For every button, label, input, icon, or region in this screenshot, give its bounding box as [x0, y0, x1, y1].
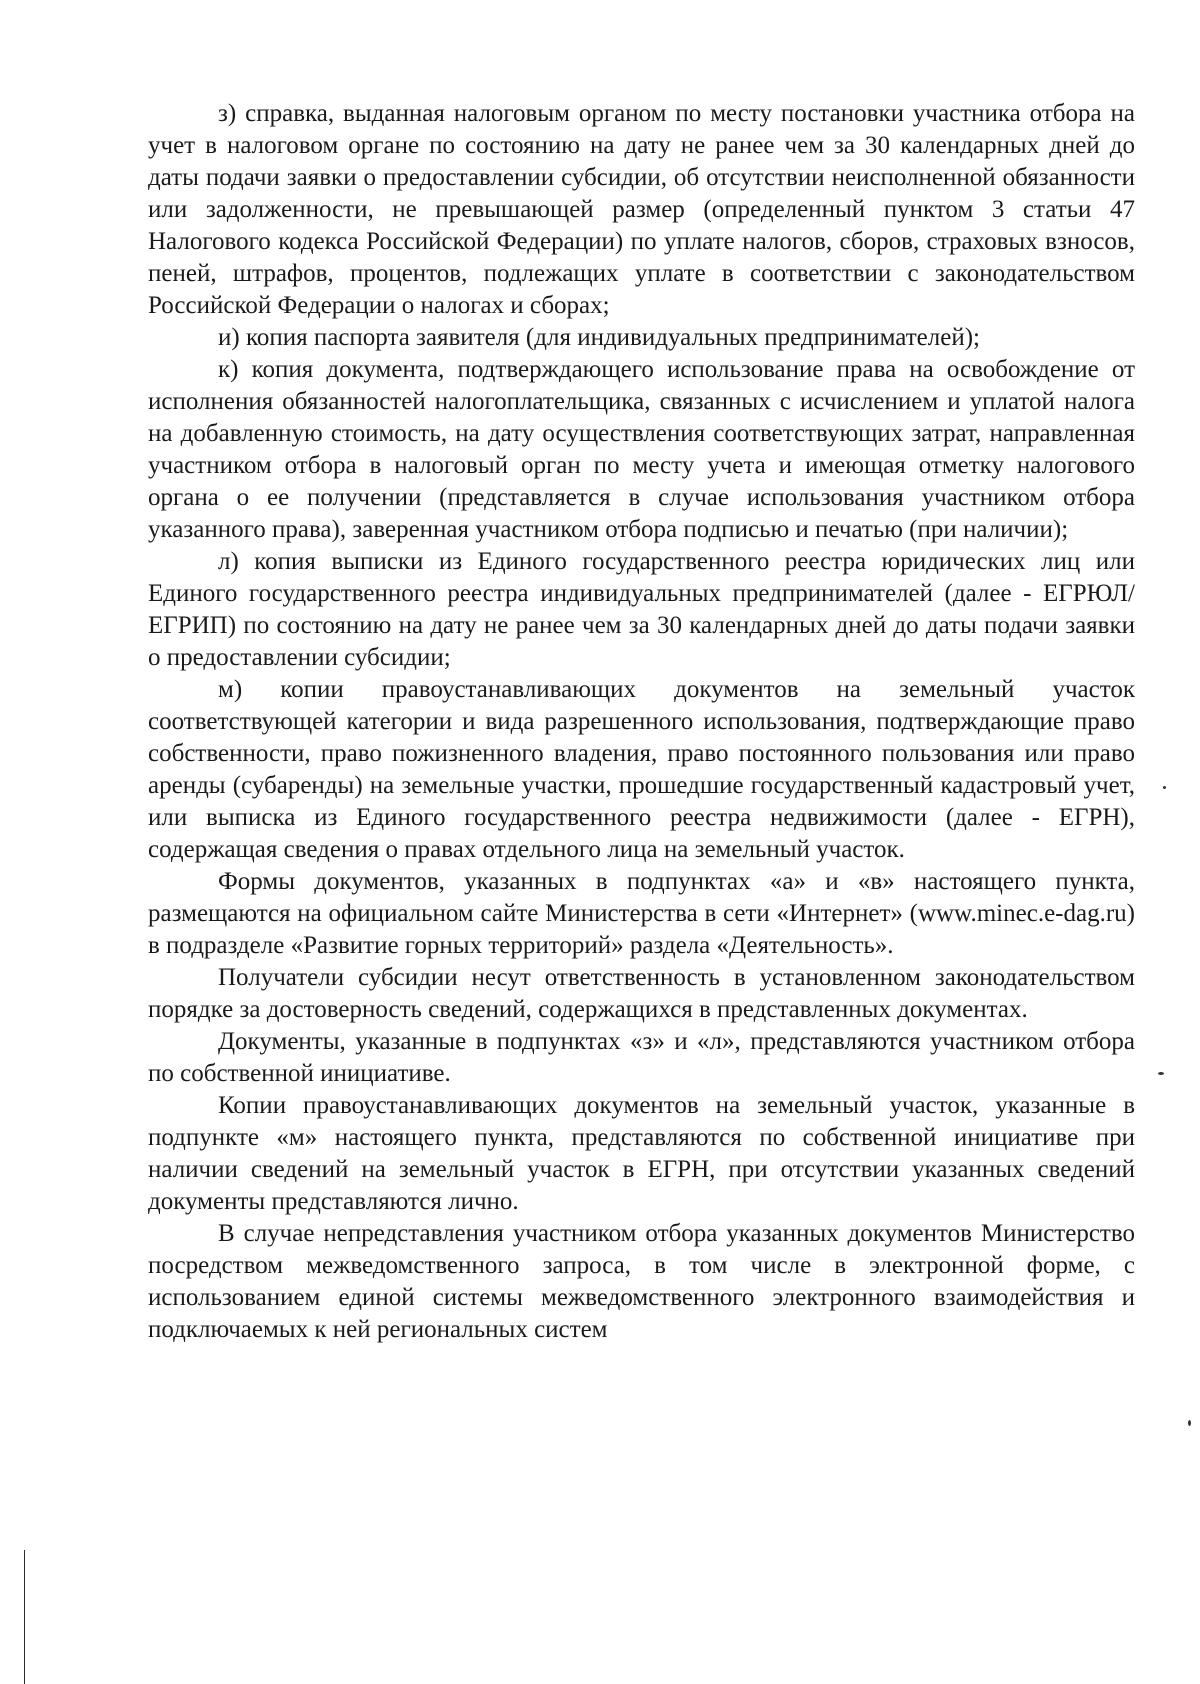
paragraph-l: л) копия выписки из Единого государственного реестра юридических лиц или Единого государственного реестра индивидуальных предпринимателей (далее - ЕГРЮЛ/ЕГРИП) по состоянию на дату не ранее чем за 30 календарных дней до даты подачи заявки о предоставлении субсидии; [148, 548, 1135, 671]
paragraph-k: к) копия документа, подтверждающего использование права на освобождение от исполнения обязанностей налогоплательщика, связанных с исчислением и уплатой налога на добавленную стоимость, на дату осуществления соответствующих затрат, направленная участником отбора в налоговый орган по месту учета и имеющая отметку налогового органа о ее получении (представляется в случае использования участником отбора указанного права), заверенная участником отбора подписью и печатью (при наличии); [148, 356, 1135, 543]
paragraph-i: и) копия паспорта заявителя (для индивидуальных предпринимателей); [218, 324, 980, 351]
paragraph-m: м) копии правоустанавливающих документов на земельный участок соответствующей категории и вида разрешенного использования, подтверждающие право собственности, право пожизненного владения, право постоянного пользования или право аренды (субаренды) на земельные участки, прошедшие государственный кадастровый учет, или выписка из Единого государственного реестра недвижимости (далее - ЕГРН), содержащая сведения о правах отдельного лица на земельный участок. [148, 676, 1135, 863]
document-body [148, 98, 1135, 1346]
paragraph-documents: Документы, указанные в подпунктах «з» и «л», представляются участником отбора по собственной инициативе. [148, 1028, 1135, 1087]
paragraph-copies: Копии правоустанавливающих документов на земельный участок, указанные в подпункте «м» настоящего пункта, представляются по собственной инициативе при наличии сведений на земельный участок в ЕГРН, при отсутствии указанных сведений документы представляются лично. [148, 1092, 1135, 1215]
paragraph-nonsubmission: В случае непредставления участником отбора указанных документов Министерство посредством межведомственного запроса, в том числе в электронной форме, с использованием единой системы межведомственного электронного взаимодействия и подключаемых к ней региональных систем [148, 1220, 1135, 1343]
paragraph-z: з) справка, выданная налоговым органом по месту постановки участника отбора на учет в налоговом органе по состоянию на дату не ранее чем за 30 календарных дней до даты подачи заявки о предоставлении субсидии, об отсутствии неисполненной обязанности или задолженности, не превышающей размер (определенный пунктом 3 статьи 47 Налогового кодекса Российской Федерации) по уплате налогов, сборов, страховых взносов, пеней, штрафов, процентов, подлежащих уплате в соответствии с законодательством Российской Федерации о налогах и сборах; [148, 100, 1135, 319]
paragraph-forms: Формы документов, указанных в подпунктах «а» и «в» настоящего пункта, размещаются на официальном сайте Министерства в сети «Интернет» (www.minec.e-dag.ru) в подразделе «Развитие горных территорий» раздела «Деятельность». [148, 868, 1135, 959]
scan-speck [1163, 786, 1166, 789]
scan-speck [1188, 1420, 1191, 1426]
scan-edge-line [24, 1550, 25, 1684]
scan-speck [1158, 1072, 1164, 1075]
paragraph-recipients: Получатели субсидии несут ответственность в установленном законодательством порядке за достоверность сведений, содержащихся в представленных документах. [148, 964, 1135, 1023]
